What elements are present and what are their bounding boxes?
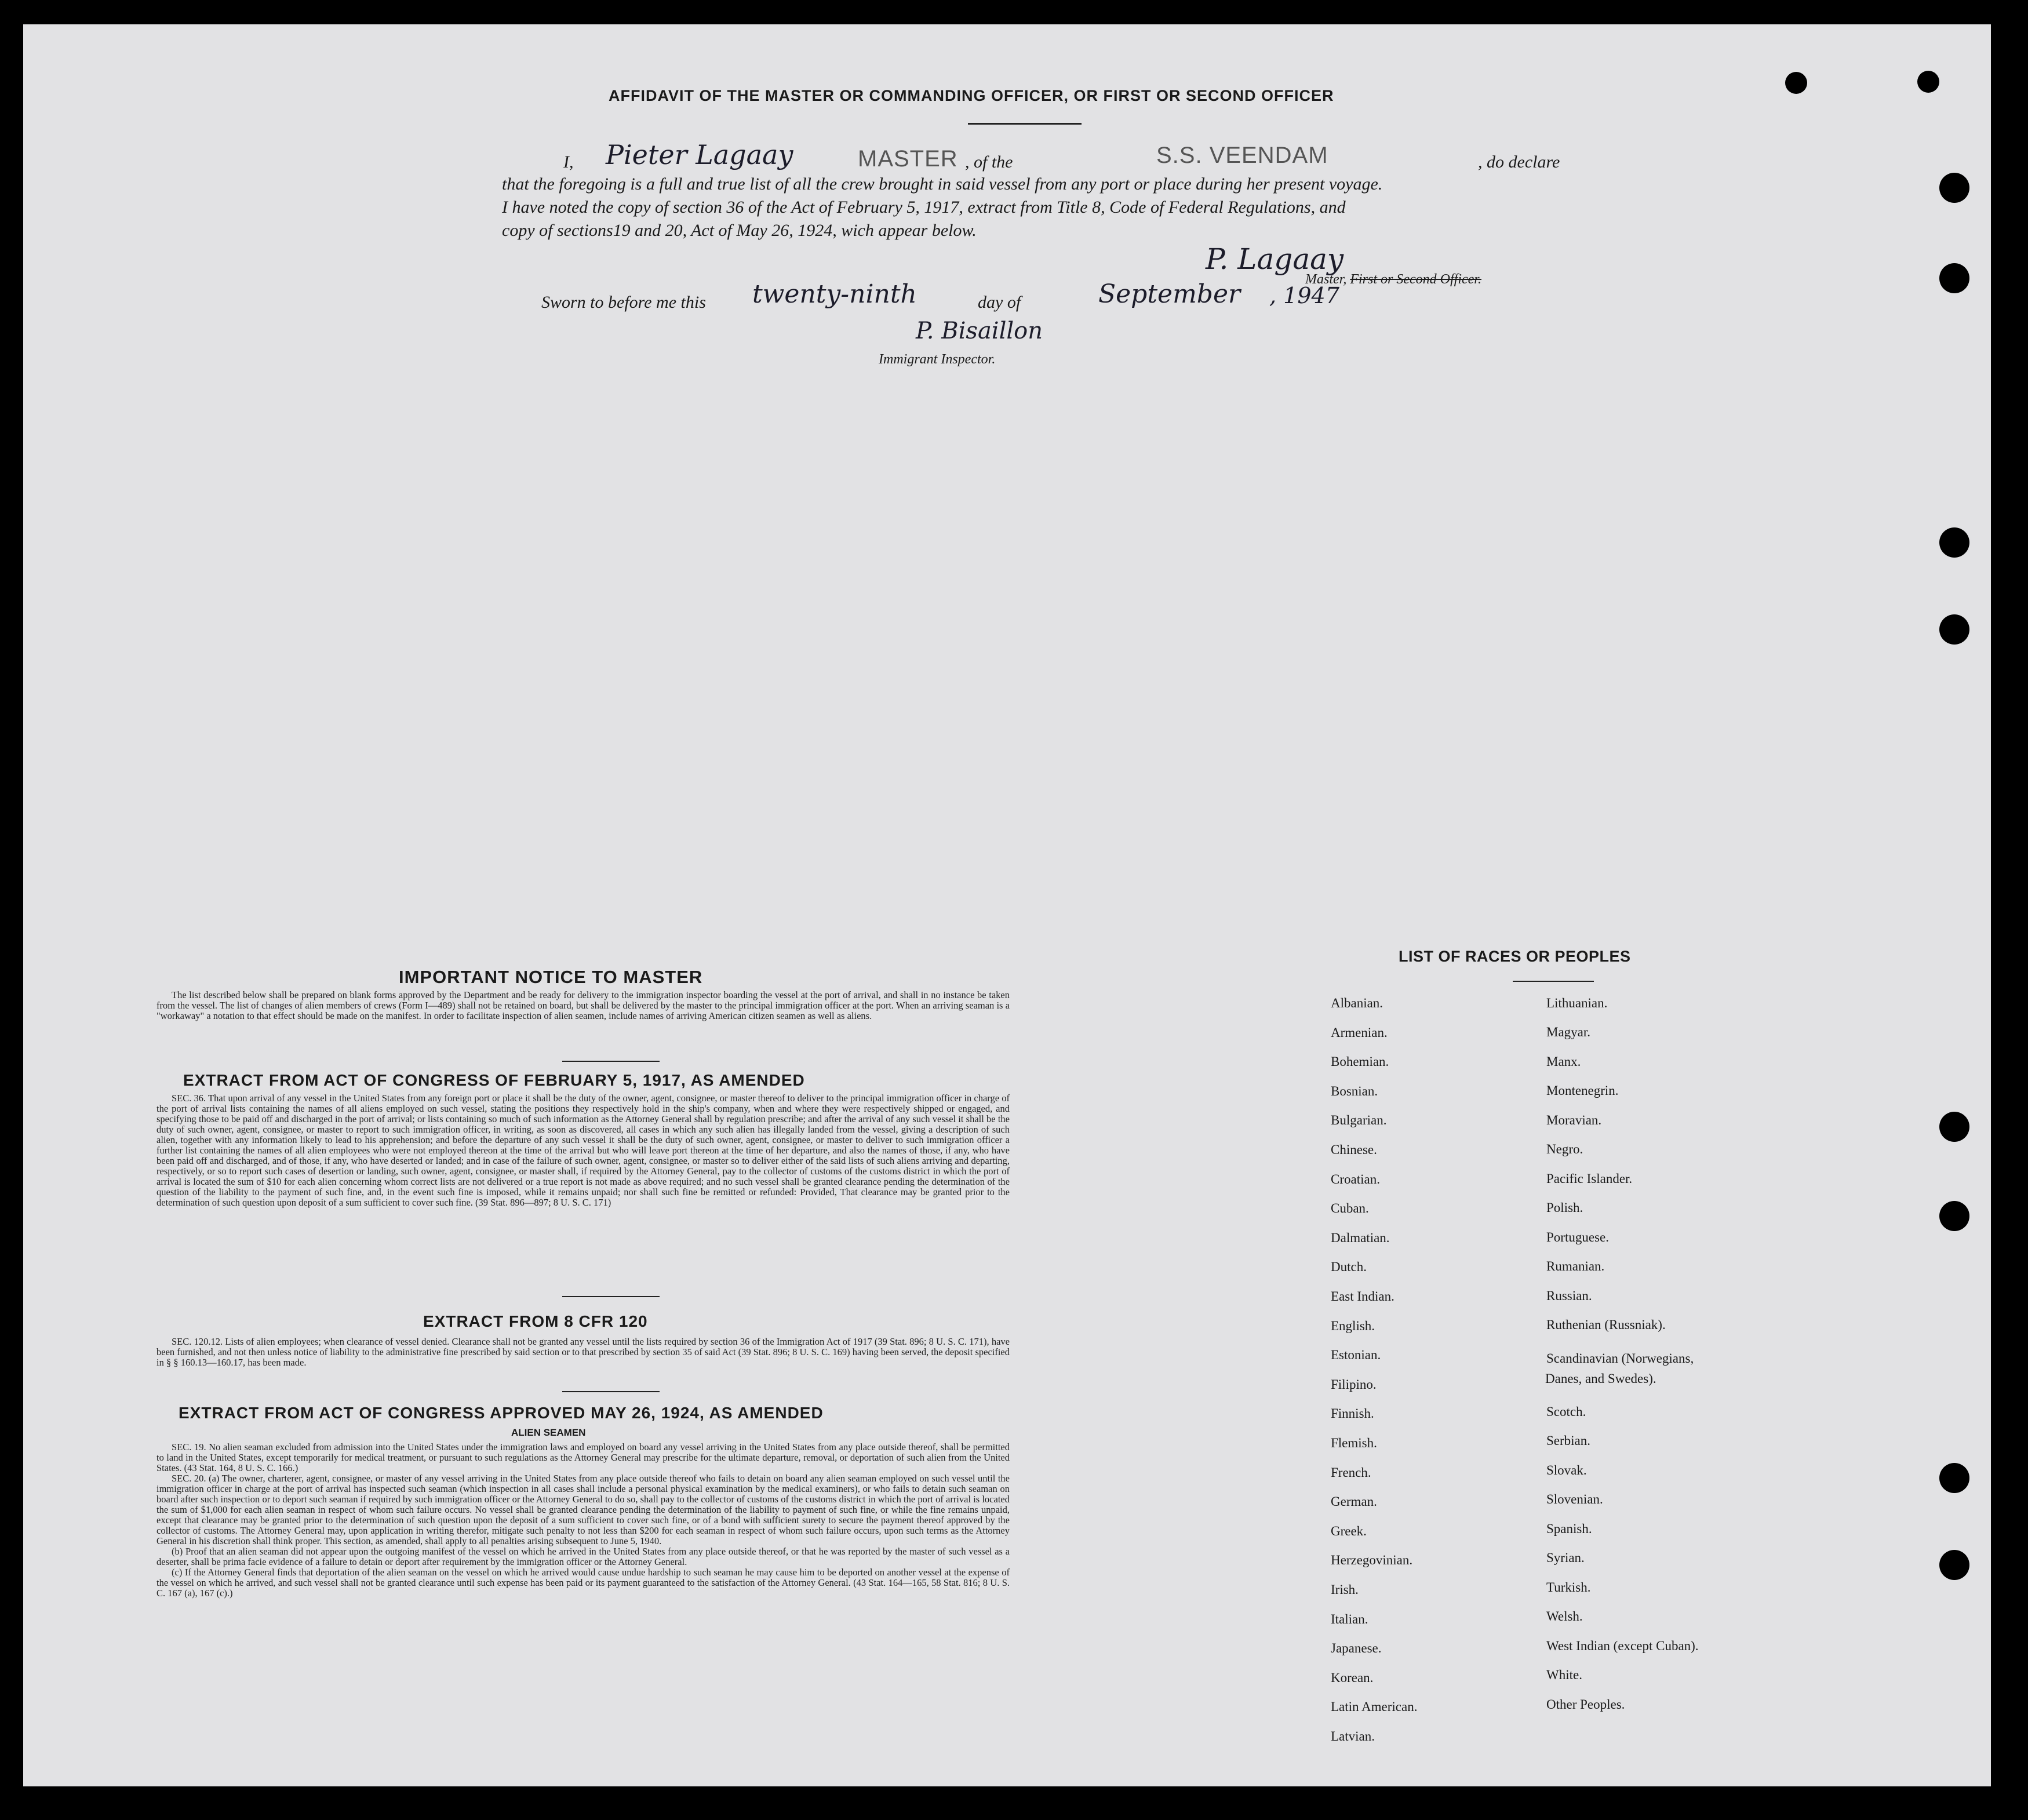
sworn-label: Sworn to before me this — [541, 293, 706, 312]
race-item: Bohemian. — [1331, 1054, 1389, 1069]
affidavit-line-4: copy of sections19 and 20, Act of May 26, 1924, wich appear below. — [502, 221, 977, 240]
of-the-label: , of the — [965, 152, 1013, 172]
race-item: East Indian. — [1331, 1289, 1395, 1304]
race-item: Chinese. — [1331, 1142, 1377, 1157]
struck-officer-label: First or Second Officer. — [1350, 272, 1481, 287]
race-item: French. — [1331, 1465, 1371, 1480]
race-item: Pacific Islander. — [1546, 1171, 1633, 1186]
extract-1917-title: EXTRACT FROM ACT OF CONGRESS OF FEBRUARY 5, 1917, AS AMENDED — [183, 1071, 805, 1089]
race-item: White. — [1546, 1668, 1582, 1682]
extract-1917-text — [156, 1093, 1010, 1208]
master-rank-label: Master, — [1305, 272, 1347, 287]
vessel-name-stamp: S.S. VEENDAM — [1156, 143, 1328, 168]
sworn-day-handwritten: twenty-ninth — [752, 279, 917, 309]
race-item: Italian. — [1331, 1611, 1368, 1626]
extract-cfr-text — [156, 1337, 1010, 1368]
section-120-paragraph: SEC. 120.12. Lists of alien employees; when clearance of vessel denied. Clearance shall not be granted any vessel until the lists required by section 36 of the Immigration Act of 1917 (39 Stat. 896; 8 U. S. C. 171), have been furnished, and not then unless notice of liability to the administrative fine prescribed by said section or to that prescribed by section 35 of said Act (39 Stat. 896; 8 U. S. C. 169) having been served, the deposit specified in § § 160.13—160.17, has been made. — [156, 1336, 1010, 1368]
race-item: Bosnian. — [1331, 1083, 1378, 1098]
extract-1924-text — [156, 1442, 1010, 1599]
affidavit-line-3: I have noted the copy of section 36 of the Act of February 5, 1917, extract from Title 8, Code of Federal Regulations, and — [502, 198, 1346, 217]
race-item: Scotch. — [1546, 1404, 1586, 1419]
race-item: Filipino. — [1331, 1377, 1377, 1392]
master-signature: P. Lagaay — [1206, 242, 1344, 276]
race-item: Latvian. — [1331, 1729, 1375, 1743]
rank-stamp: MASTER — [858, 146, 958, 172]
race-item: Portuguese. — [1546, 1230, 1609, 1244]
section-20a-paragraph: SEC. 20. (a) The owner, charterer, agent, consignee, or master of any vessel arriving in the United States from any place outside thereof who fails to detain on board any alien seaman employed on such vessel until the immigration officer in charge at the port of arrival has inspected such seaman (which inspection in all cases shall include a personal physical examination by the medical examiners), or who fails to detain such seaman on board after such inspection or to deport such seaman if required by such immigration officer or the Attorney General to do so, shall pay to the collector of customs of the customs district in which the port of arrival is located the sum of $1,000 for each alien seaman in respect of whom such failure occurs. No vessel shall be granted clearance pending the determination of the liability to payment of such fine, or while the fine remains unpaid, except that clearance may be granted prior to the determination of such question upon the deposit of a sum sufficient to cover such fine, or of a bond with sufficient surety to secure the payment thereof approved by the collector of customs. The Attorney General may, upon application in writing therefor, mitigate such penalty to not less than $200 for each seaman in respect of whom such failure occurs, upon such terms as the Attorney General in his discretion shall think proper. This section, as amended, shall apply to all penalties arising subsequent to June 5, 1940. — [156, 1473, 1010, 1546]
race-item: Moravian. — [1546, 1113, 1602, 1127]
punch-hole — [1939, 1463, 1969, 1493]
punch-hole — [1939, 614, 1969, 645]
extract-1917-rule — [562, 1296, 660, 1297]
race-item: Serbian. — [1546, 1433, 1591, 1448]
race-item: Albanian. — [1331, 996, 1383, 1010]
notice-title: IMPORTANT NOTICE TO MASTER — [399, 967, 703, 987]
race-item: Dutch. — [1331, 1260, 1367, 1275]
extract-cfr-title: EXTRACT FROM 8 CFR 120 — [423, 1312, 648, 1330]
punch-hole — [1939, 1550, 1969, 1580]
day-of-label: day of — [978, 293, 1021, 312]
race-item: West Indian (except Cuban). — [1546, 1639, 1699, 1653]
race-item: Turkish. — [1546, 1580, 1591, 1595]
race-item: Rumanian. — [1546, 1259, 1605, 1273]
race-item: Croatian. — [1331, 1171, 1380, 1186]
section-36-paragraph: SEC. 36. That upon arrival of any vessel in the United States from any foreign port or place it shall be the duty of the owner, agent, consignee, or master thereof to deliver to the principal immigration officer in charge of the port of arrival lists containing the names of all aliens employed on such vessel, stating the positions they respectively hold in the ship's company, when and where they were respectively shipped or engaged, and specifying those to be paid off and discharged in the port of arrival; or lists containing so much of such information as the Attorney General shall by regulation prescribe; and after the arrival of any such vessel it shall be the duty of such owner, agent, consignee, or master to report to such immigration officer, in writing, as soon as discovered, all cases in which any such alien has illegally landed from the vessel, giving a description of such alien, together with any information likely to lead to his apprehension; and before the departure of any such vessel it shall be the duty of such owner, agent, consignee, or master to deliver to such immigration officer a further list containing the names of all alien employees who were not employed thereon at the time of the arrival but who will leave port thereon at the time of her departure, and also the names of those, if any, who have been paid off and discharged, and of those, if any, who have deserted or landed; and in case of the failure of such owner, agent, consignee, or master so to deliver either of the said lists of such aliens arriving and departing, respectively, or so to report such cases of desertion or landing, such owner, agent, consignee, or master shall, if required by the Attorney General, pay to the collector of customs of the customs district in which the port of arrival is located the sum of $10 for each alien concerning whom correct lists are not delivered or a true report is not made as above required; and no such vessel shall be granted clearance pending the determination of the question of the liability to the payment of such fine, and, in the event such fine is imposed, while it remains unpaid; nor shall such fine be remitted or refunded: Provided, That clearance may be granted prior to the determination of such question upon deposit of a sum sufficient to cover such fine. (39 Stat. 896—897; 8 U. S. C. 171) — [156, 1093, 1010, 1208]
race-item: Slovak. — [1546, 1463, 1587, 1477]
notice-rule — [562, 1061, 660, 1062]
race-item: Montenegrin. — [1546, 1083, 1619, 1098]
race-item: Armenian. — [1331, 1025, 1388, 1040]
alien-seamen-subtitle: ALIEN SEAMEN — [511, 1427, 586, 1438]
punch-hole — [1939, 527, 1969, 558]
punch-hole — [1917, 71, 1939, 93]
do-declare-label: , do declare — [1478, 152, 1560, 172]
inspector-label: Immigrant Inspector. — [879, 352, 996, 367]
race-item: Scandinavian (Norwegians, — [1546, 1351, 1694, 1366]
punch-hole — [1785, 72, 1807, 94]
notice-text — [156, 990, 1010, 1021]
year-handwritten: , 1947 — [1269, 283, 1339, 308]
section-19-paragraph: SEC. 19. No alien seaman excluded from admission into the United States under the immigration laws and employed on board any vessel arriving in the United States from any place outside thereof, shall be permitted to land in the United States, except temporarily for medical treatment, or pursuant to such regulations as the Attorney General may prescribe for the ultimate departure, removal, or deportation of such alien from the United States. (43 Stat. 164, 8 U. S. C. 166.) — [156, 1442, 1010, 1473]
race-item: Ruthenian (Russniak). — [1546, 1317, 1666, 1332]
race-item: Russian. — [1546, 1288, 1592, 1303]
races-rule — [1513, 981, 1594, 982]
race-item: Finnish. — [1331, 1406, 1374, 1421]
race-item: Cuban. — [1331, 1201, 1369, 1216]
race-item: Magyar. — [1546, 1025, 1591, 1039]
race-item: Irish. — [1331, 1582, 1359, 1597]
punch-hole — [1939, 173, 1969, 203]
race-item: Welsh. — [1546, 1609, 1583, 1624]
race-item: English. — [1331, 1318, 1375, 1333]
race-item: Polish. — [1546, 1200, 1583, 1215]
master-name-handwritten: Pieter Lagaay — [606, 139, 793, 170]
month-handwritten: September — [1098, 279, 1241, 309]
extract-cfr-rule — [562, 1391, 660, 1392]
race-item: Syrian. — [1546, 1550, 1585, 1565]
inspector-signature: P. Bisaillon — [916, 318, 1043, 344]
race-item: Flemish. — [1331, 1436, 1377, 1450]
race-item: Other Peoples. — [1546, 1697, 1625, 1712]
race-item: Slovenian. — [1546, 1492, 1603, 1506]
title-rule — [968, 123, 1082, 125]
races-title: LIST OF RACES OR PEOPLES — [1399, 948, 1631, 965]
notice-paragraph: The list described below shall be prepared on blank forms approved by the Department and be ready for delivery to the immigration inspector boarding the vessel at the port of arrival, and shall in no instance be taken from the vessel. The list of changes of alien members of crews (Form I—489) shall not be retained on board, but shall be delivered by the master to the principal immigration officer at the port. When an arriving seaman is a "workaway" a notation to that effect should be made on the manifest. In order to facilitate inspection of alien seamen, include names of arriving American citizen seamen as well as aliens. — [156, 989, 1010, 1021]
affidavit-title: AFFIDAVIT OF THE MASTER OR COMMANDING OFFICER, OR FIRST OR SECOND OFFICER — [609, 87, 1334, 104]
race-item: Korean. — [1331, 1670, 1374, 1685]
race-item: Manx. — [1546, 1054, 1581, 1069]
race-item: Estonian. — [1331, 1348, 1381, 1363]
race-item: Greek. — [1331, 1523, 1367, 1538]
race-item: German. — [1331, 1494, 1377, 1509]
section-20b-paragraph: (b) Proof that an alien seaman did not appear upon the outgoing manifest of the vessel on which he arrived in the United States from any place outside thereof, or that he was reported by the master of such vessel as a deserter, shall be prima facie evidence of a failure to detain or deport after requirement by the immigration officer or the Attorney General. — [156, 1546, 1010, 1567]
section-20c-paragraph: (c) If the Attorney General finds that deportation of the alien seaman on the vessel on which he arrived would cause undue hardship to such seaman he may cause him to be deported on another vessel at the expense of the vessel on which he arrived, and such vessel shall not be granted clearance until such expense has been paid or its payment guaranteed to the satisfaction of the Attorney General. (43 Stat. 164—165, 58 Stat. 816; 8 U. S. C. 167 (a), 167 (c).) — [156, 1567, 1010, 1599]
race-item: Bulgarian. — [1331, 1113, 1387, 1128]
race-item: Japanese. — [1331, 1641, 1382, 1656]
affidavit-line-2: that the foregoing is a full and true list of all the crew brought in said vessel from any port or place during her present voyage. — [502, 174, 1383, 194]
race-item: Dalmatian. — [1331, 1230, 1390, 1245]
punch-hole — [1939, 1112, 1969, 1142]
affidavit-i-label: I, — [563, 152, 574, 172]
race-item: Lithuanian. — [1546, 996, 1608, 1010]
race-item: Danes, and Swedes). — [1545, 1371, 1656, 1386]
punch-hole — [1939, 263, 1969, 293]
document-page — [23, 24, 1991, 1786]
race-item: Spanish. — [1546, 1521, 1592, 1536]
race-item: Herzegovinian. — [1331, 1553, 1413, 1568]
race-item: Negro. — [1546, 1142, 1583, 1156]
extract-1924-title: EXTRACT FROM ACT OF CONGRESS APPROVED MAY 26, 1924, AS AMENDED — [179, 1404, 824, 1422]
race-item: Latin American. — [1331, 1699, 1418, 1715]
punch-hole — [1939, 1201, 1969, 1231]
